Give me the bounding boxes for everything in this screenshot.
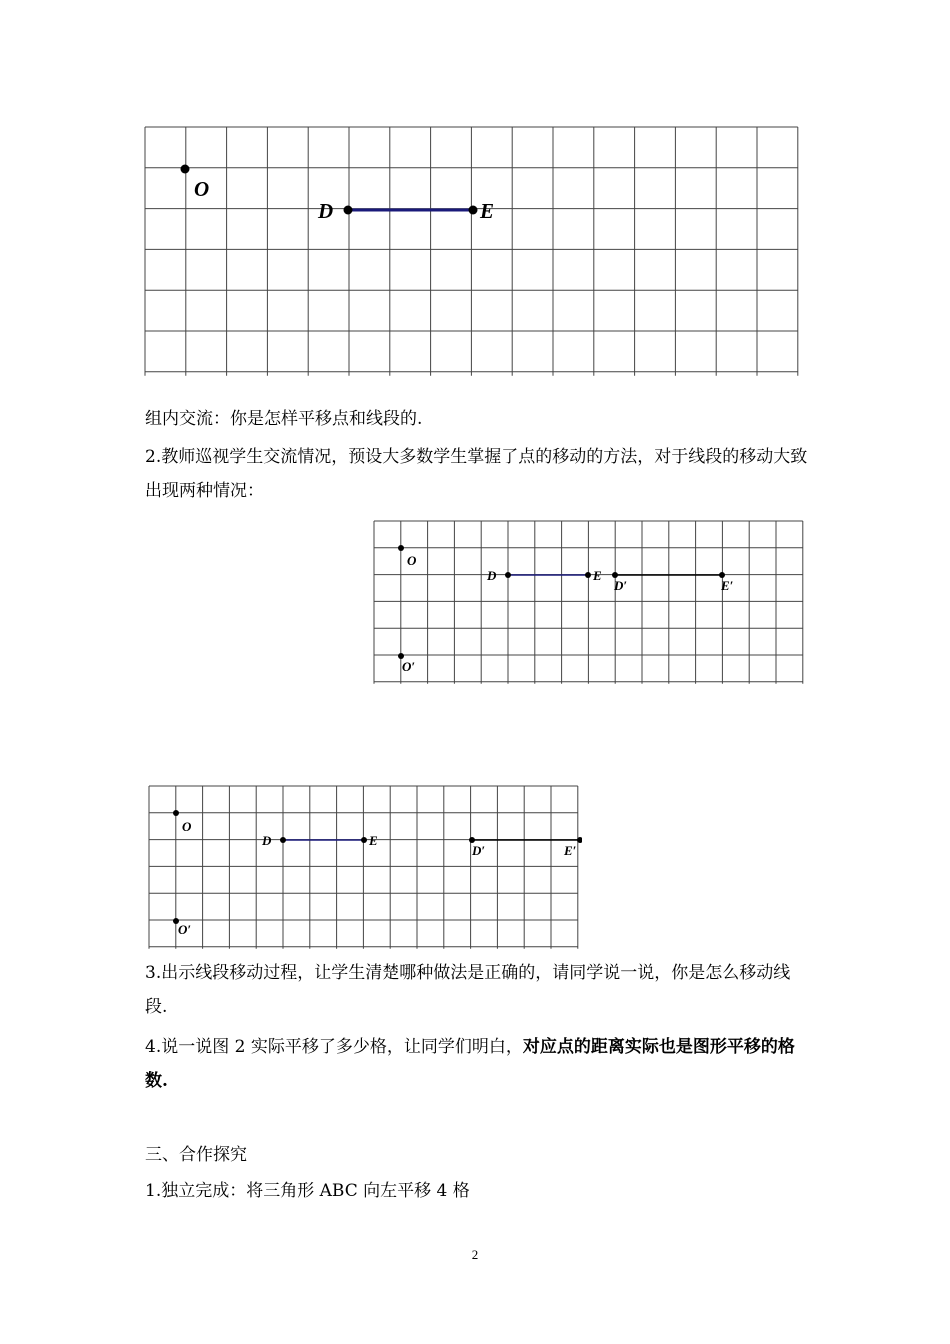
label-o-prime: O′ <box>178 922 192 937</box>
point-o <box>173 810 179 816</box>
paragraph-task: 1.独立完成：将三角形 ABC 向左平移 4 格 <box>145 1181 470 1201</box>
label-e-prime: E′ <box>564 843 577 858</box>
grid-lines <box>374 521 803 684</box>
label-e: E <box>593 568 602 583</box>
point-d <box>280 837 286 843</box>
label-d-prime: D′ <box>614 578 628 593</box>
label-o: O <box>182 819 192 834</box>
label-d: D <box>262 833 272 848</box>
paragraph-explain <box>145 1030 810 1098</box>
page-number: 2 <box>471 1247 479 1262</box>
label-e: E <box>480 199 495 223</box>
paragraph-exchange: 组内交流：你是怎样平移点和线段的. <box>145 409 423 429</box>
label-o: O <box>407 553 417 568</box>
label-o: O <box>194 177 210 201</box>
label-d: D <box>487 568 497 583</box>
point-e <box>361 837 367 843</box>
point-d <box>344 206 353 215</box>
grid-figure-1 <box>140 122 806 378</box>
grid-figure-3 <box>146 783 582 953</box>
point-d <box>505 572 511 578</box>
label-d-prime: D′ <box>472 843 486 858</box>
paragraph-teacher: 2.教师巡视学生交流情况，预设大多数学生掌握了点的移动的方法，对于线段的移动大致出现两种情况： <box>145 447 808 501</box>
label-e-prime: E′ <box>721 578 734 593</box>
grid-lines <box>145 127 798 376</box>
label-d: D <box>318 199 334 223</box>
grid-lines <box>149 786 578 949</box>
paragraph-explain-text: 4.说一说图 2 实际平移了多少格，让同学们明白， <box>145 1037 523 1057</box>
point-o <box>181 165 190 174</box>
label-e: E <box>369 833 378 848</box>
section-heading: 三、合作探究 <box>145 1145 247 1165</box>
point-e <box>585 572 591 578</box>
paragraph-show-process: 3.出示线段移动过程，让学生清楚哪种做法是正确的，请同学说一说，你是怎么移动线段. <box>145 963 791 1017</box>
paragraph-explain-bold: 对应点的距离实际也是图形平移的格数. <box>145 1037 795 1091</box>
point-e <box>469 206 478 215</box>
point-o <box>398 545 404 551</box>
label-o-prime: O′ <box>402 659 416 674</box>
grid-figure-2 <box>370 518 806 688</box>
